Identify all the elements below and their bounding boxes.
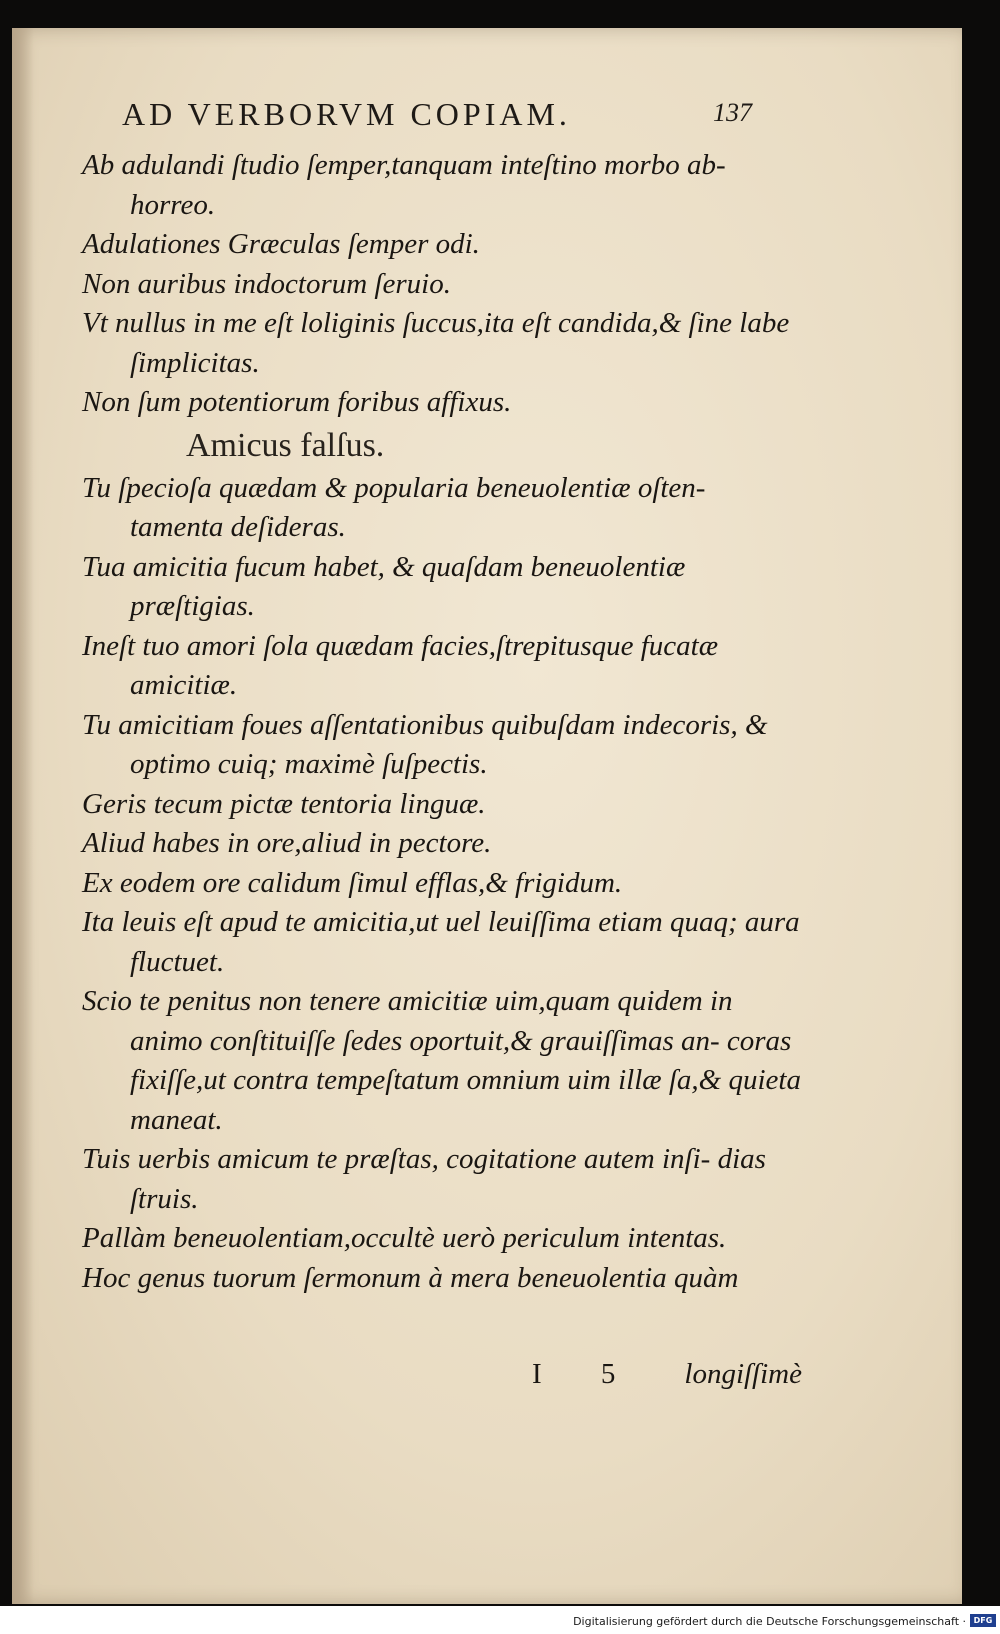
text-line: Geris tecum pictæ tentoria linguæ. [82, 787, 486, 820]
text-line: Tu amicitiam foues aſſentationibus quibuſdam indecoris, & optimo cuiq; maximè ſuſpectis. [82, 708, 768, 780]
text-line: Tu ſpecioſa quædam & popularia beneuolentiæ oſten- tamenta deſideras. [82, 471, 706, 543]
text-line: Aliud habes in ore,aliud in pectore. [82, 827, 492, 859]
text-line: Pallàm beneuolentiam,occultè uerò periculum intentas. [82, 1222, 727, 1254]
page-text-block [82, 146, 802, 1298]
text-line: Non ſum potentiorum foribus affixus. [82, 386, 512, 418]
text-line: Scio te penitus non tenere amicitiæ uim,quam quidem in animo conſtituiſſe ſedes oportuit,& grauiſſimas an- coras fixiſſe,ut contra tempeſtatum omnium uim illæ ſa,& quieta maneat. [82, 985, 801, 1136]
page-footer [82, 1358, 802, 1398]
text-line: Non auribus indoctorum ſeruio. [82, 267, 451, 300]
credit-bar [0, 1606, 1000, 1634]
running-head [122, 96, 752, 133]
text-line: Ineſt tuo amori ſola quædam facies,ſtrepitusque fucatæ amicitiæ. [82, 629, 719, 701]
text-line: Tua amicitia fucum habet, & quaſdam beneuolentiæ præſtigias. [82, 550, 686, 622]
text-line: Vt nullus in me eſt loliginis ſuccus,ita eſt candida,& ſine labe ſimplicitas. [82, 307, 790, 379]
text-line: Ex eodem ore calidum ſimul efflas,& frigidum. [82, 866, 623, 899]
text-line: Ab adulandi ſtudio ſemper,tanquam inteſtino morbo ab- horreo. [82, 149, 726, 221]
text-line: Hoc genus tuorum ſermonum à mera beneuolentia quàm [82, 1261, 739, 1294]
page-gutter-shadow [12, 28, 34, 1604]
section-heading: Amicus falſus. [186, 426, 385, 464]
page-number: 137 [713, 98, 752, 127]
text-line: Adulationes Græculas ſemper odi. [82, 228, 480, 260]
text-line: Tuis uerbis amicum te præſtas, cogitatione autem inſi- dias ſtruis. [82, 1143, 766, 1215]
credit-text: Digitalisierung gefördert durch die Deutsche Forschungsgemeinschaft · [573, 1615, 966, 1628]
dfg-logo: DFG [970, 1614, 996, 1627]
signature-mark: I 5 [532, 1358, 642, 1390]
book-page [12, 28, 962, 1604]
running-head-title: AD VERBORVM COPIAM. [122, 96, 571, 132]
catchword: longiſſimè [684, 1358, 802, 1390]
text-line: Ita leuis eſt apud te amicitia,ut uel leuiſſima etiam quaq; aura fluctuet. [82, 906, 800, 978]
